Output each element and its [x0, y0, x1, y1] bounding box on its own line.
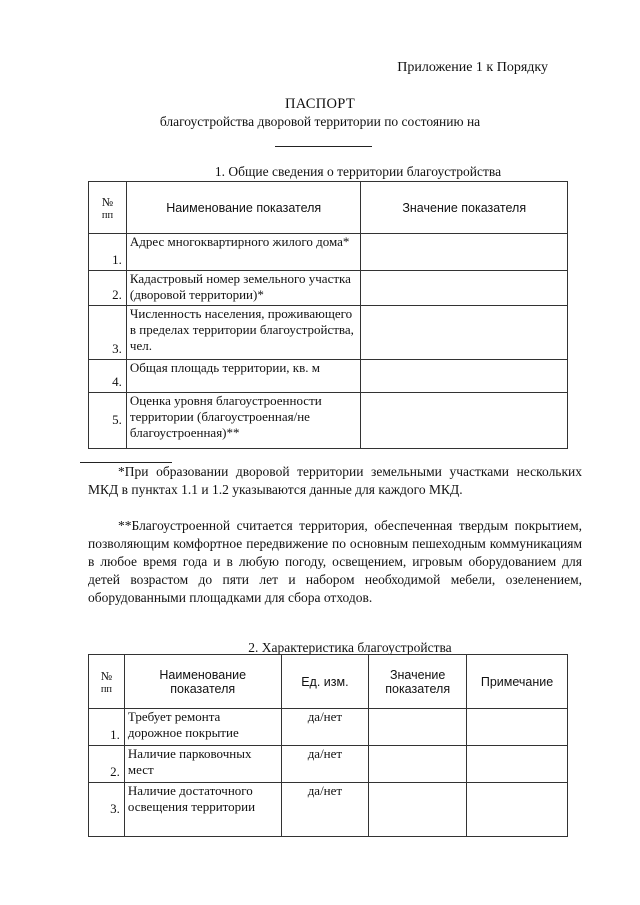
section2-title: 2. Характеристика благоустройства	[248, 640, 452, 655]
row-value-cell[interactable]	[369, 783, 467, 837]
row-num: 1.	[89, 709, 125, 746]
row-unit: да/нет	[281, 783, 369, 837]
column-header-value: Значение показателя	[369, 655, 467, 709]
general-info-table	[88, 181, 568, 449]
row-unit: да/нет	[281, 709, 369, 746]
document-subtitle: благоустройства дворовой территории по состоянию на	[159, 114, 481, 129]
row-value-cell[interactable]	[369, 709, 467, 746]
table-row	[89, 746, 568, 783]
row-note-cell[interactable]	[467, 746, 568, 783]
column-header-unit: Ед. изм.	[281, 655, 369, 709]
row-value-cell[interactable]	[369, 746, 467, 783]
row-value-cell[interactable]	[361, 393, 568, 449]
row-note-cell[interactable]	[467, 783, 568, 837]
row-name: Численность населения, проживающего в пределах территории благоустройства, чел.	[126, 306, 361, 360]
column-header-name: Наименование показателя	[124, 655, 281, 709]
document-title: ПАСПОРТ	[284, 96, 356, 112]
row-name: Общая площадь территории, кв. м	[126, 360, 361, 393]
row-value-cell[interactable]	[361, 234, 568, 271]
column-header-name: Наименование показателя	[126, 182, 361, 234]
row-name: Кадастровый номер земельного участка (дворовой территории)*	[126, 271, 361, 306]
column-header-num: № пп	[89, 655, 125, 709]
section1-title: 1. Общие сведения о территории благоустройства	[214, 164, 502, 179]
column-header-note: Примечание	[467, 655, 568, 709]
row-name: Наличие достаточного освещения территории	[124, 783, 281, 837]
table-row	[89, 234, 568, 271]
row-num: 2.	[89, 746, 125, 783]
footnote-2: **Благоустроенной считается территория, обеспеченная твердым покрытием, позволяющим комфортное передвижение по основным пешеходным коммуникациям в любое время года и в любую погоду, освещением, игровым оборудованием для детей возрастом до пяти лет и набором необходимой мебели, озеленением, оборудованными площадками для сбора отходов.	[88, 518, 582, 605]
table-row	[89, 783, 568, 837]
table-header-row	[89, 182, 568, 234]
table-row	[89, 360, 568, 393]
row-value-cell[interactable]	[361, 360, 568, 393]
row-name: Оценка уровня благоустроенности территории (благоустроенная/не благоустроенная)**	[126, 393, 361, 449]
column-header-value: Значение показателя	[361, 182, 568, 234]
table-row	[89, 393, 568, 449]
date-blank-line	[275, 146, 372, 147]
row-name: Наличие парковочных мест	[124, 746, 281, 783]
row-num: 2.	[89, 271, 127, 306]
row-num: 3.	[89, 306, 127, 360]
characteristics-table	[88, 654, 568, 837]
footnote-1: *При образовании дворовой территории земельными участками нескольких МКД в пунктах 1.1 и 1.2 указываются данные для каждого МКД.	[88, 464, 582, 497]
row-num: 5.	[89, 393, 127, 449]
table-header-row	[89, 655, 568, 709]
column-header-num: № пп	[89, 182, 127, 234]
row-num: 3.	[89, 783, 125, 837]
appendix-label: Приложение 1 к Порядку	[397, 60, 548, 75]
row-value-cell[interactable]	[361, 306, 568, 360]
row-name: Адрес многоквартирного жилого дома*	[126, 234, 361, 271]
table-row	[89, 271, 568, 306]
row-num: 1.	[89, 234, 127, 271]
row-note-cell[interactable]	[467, 709, 568, 746]
row-name: Требует ремонта дорожное покрытие	[124, 709, 281, 746]
table-row	[89, 709, 568, 746]
row-value-cell[interactable]	[361, 271, 568, 306]
row-num: 4.	[89, 360, 127, 393]
row-unit: да/нет	[281, 746, 369, 783]
table-row	[89, 306, 568, 360]
